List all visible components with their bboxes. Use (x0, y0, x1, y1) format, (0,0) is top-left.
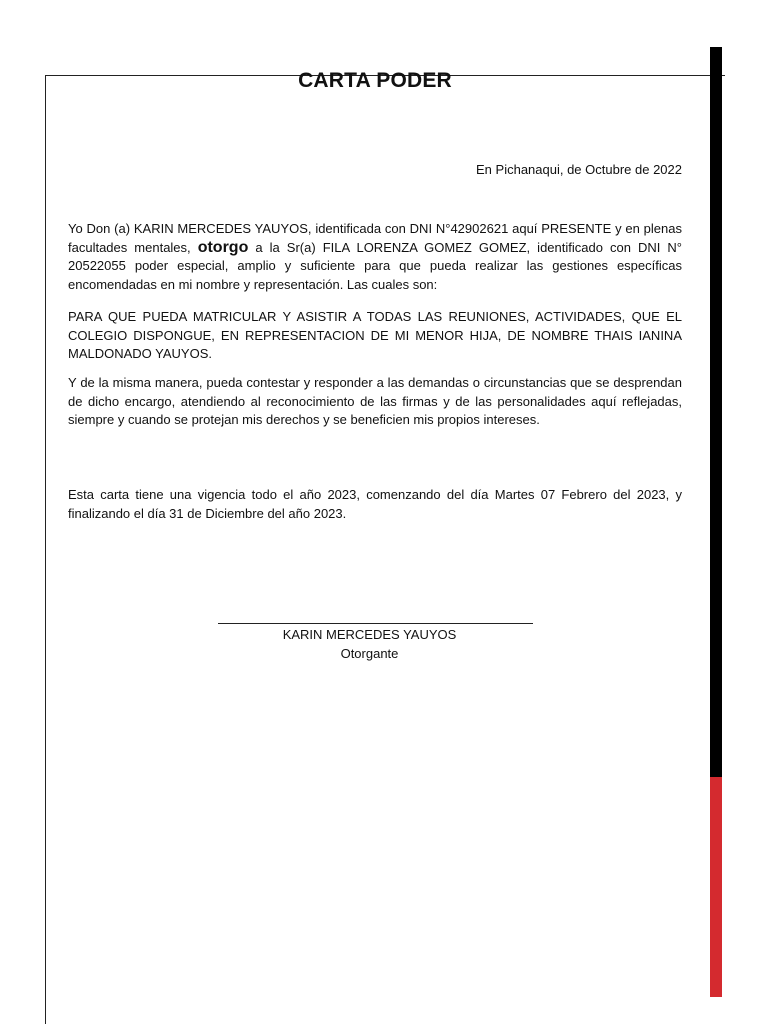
paragraph-appointment-end: a la Sr(a) FILA LORENZA GOMEZ GOMEZ, identificado con DNI N° 20522055 poder especial, amplio y suficiente para que pueda realizar las gestiones específicas encomendadas en mi nombre y representación. Las cuales son: (68, 239, 682, 292)
otorgo-emphasis: otorgo (197, 238, 249, 256)
date-line: En Pichanaqui, de Octubre de 2022 (476, 162, 682, 177)
side-bar-red (710, 777, 722, 997)
document-title: CARTA PODER (298, 69, 452, 92)
signature-line (218, 623, 533, 624)
side-bar-black (710, 47, 722, 777)
paragraph-appointment-start: Yo Don (a) KARIN MERCEDES YAUYOS, identificada con DNI N°42902621 aquí PRESENTE y en plenas facultades mentales, (68, 221, 682, 255)
paragraph-scope: Y de la misma manera, pueda contestar y responder a las demandas o circunstancias que se desprendan de dicho encargo, atendiendo al reconocimiento de las firmas y de las personalidades aquí reflejadas, siempre y cuando se protejan mis derechos y se beneficien mis propios intereses. (68, 375, 682, 427)
paragraph-appointment (68, 220, 682, 294)
page-border (45, 75, 725, 1024)
paragraph-purpose: PARA QUE PUEDA MATRICULAR Y ASISTIR A TODAS LAS REUNIONES, ACTIVIDADES, QUE EL COLEGIO DISPONGUE, EN REPRESENTACION DE MI MENOR HIJA, DE NOMBRE THAIS IANINA MALDONADO YAUYOS. (68, 309, 682, 361)
paragraph-validity: Esta carta tiene una vigencia todo el año 2023, comenzando del día Martes 07 Febrero del 2023, y finalizando el día 31 de Diciembre del año 2023. (68, 487, 682, 521)
signature-role: Otorgante (340, 646, 399, 661)
signature-name: KARIN MERCEDES YAUYOS (282, 627, 457, 642)
